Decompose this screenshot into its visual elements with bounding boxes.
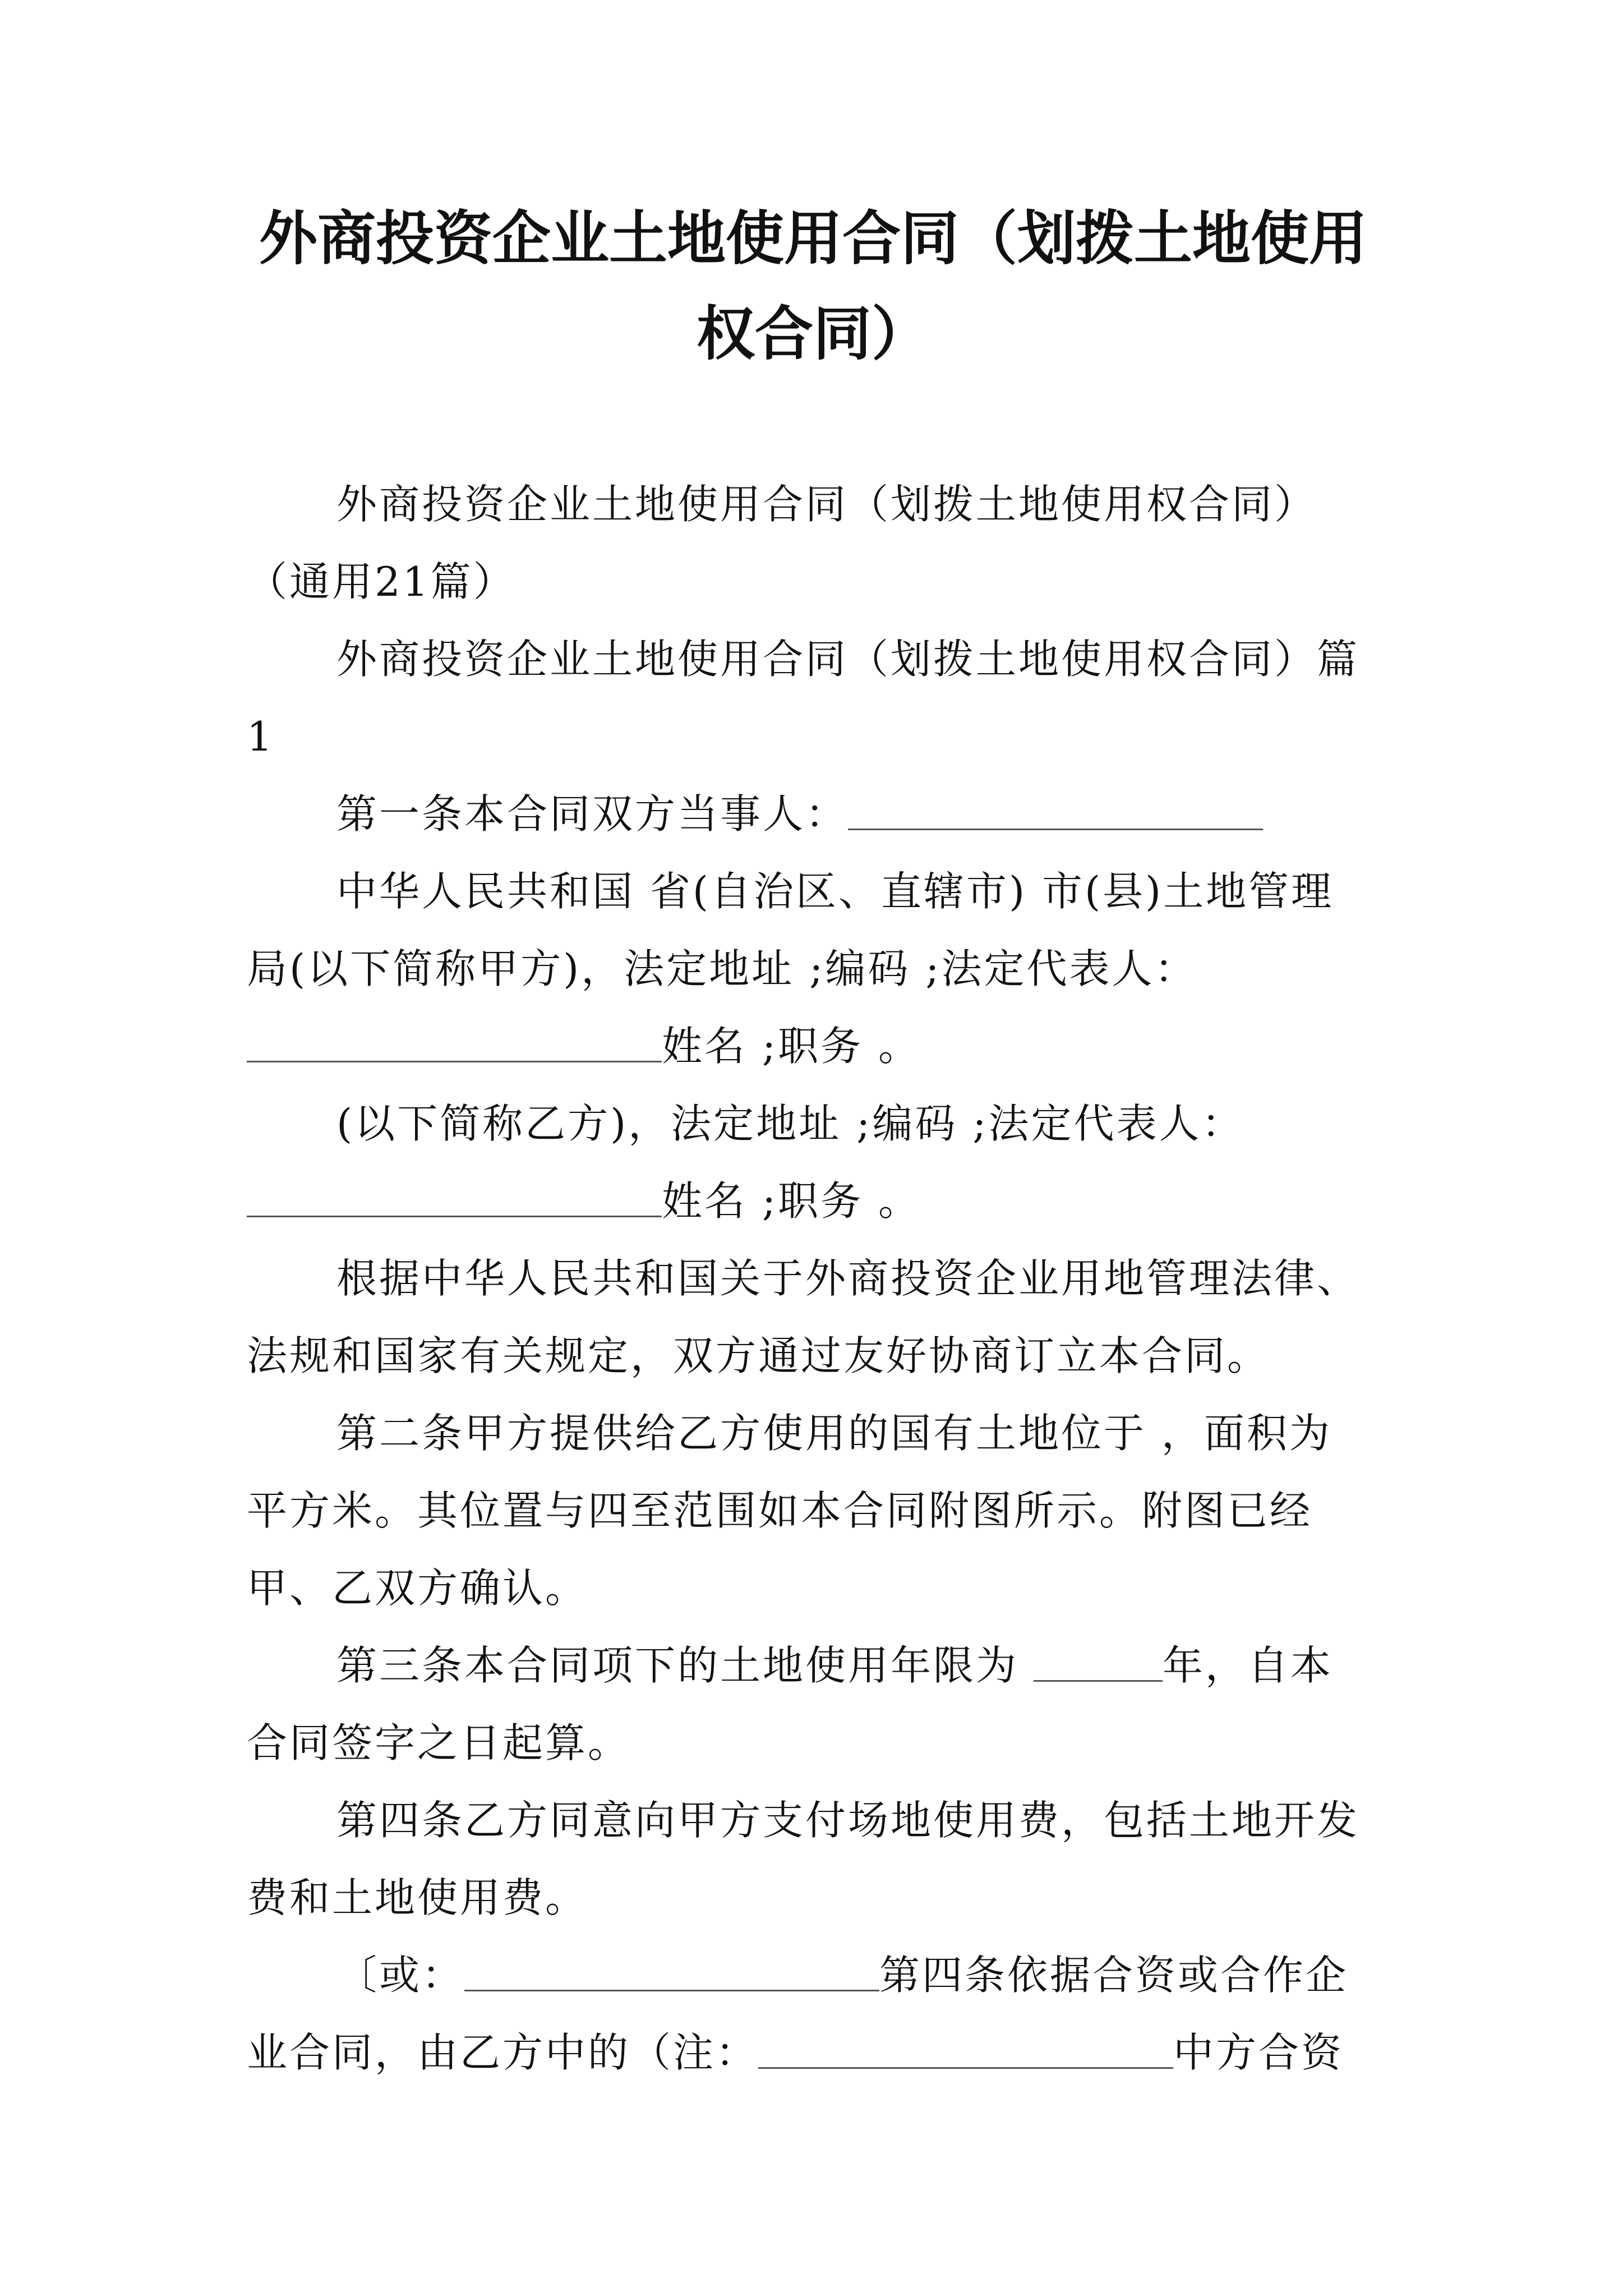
paragraph-article-2: 第二条甲方提供给乙方使用的国有土地位于 ，面积为平方米。其位置与四至范围如本合同附图所示。附图已经甲、乙双方确认。: [247, 1410, 1332, 1612]
paragraph-article-3: [247, 1627, 1374, 1782]
article-4-alt-suffix: 中方合资: [1173, 2029, 1344, 2076]
article-3-suffix: 年，自本合同签字之日起算。: [247, 1642, 1333, 1766]
paragraph-basis: 根据中华人民共和国关于外商投资企业用地管理法律、法规和国家有关规定，双方通过友好协商订立本合同。: [247, 1255, 1360, 1379]
article-1-text: 第一条本合同双方当事人：: [336, 790, 849, 838]
paragraph-article-1: [247, 775, 1374, 853]
paragraph-party-a: [247, 853, 1374, 1085]
party-a-suffix: 姓名 ;职务 。: [662, 1023, 921, 1070]
blank-line: [247, 1027, 662, 1062]
article-3-prefix: 第三条本合同项下的土地使用年限为: [336, 1642, 1034, 1689]
title-line-2: 权合同）: [696, 300, 930, 368]
article-4-alt-mid: 第四条依据合资或合作企业合同，由乙方中的（注：: [247, 1952, 1349, 2076]
paragraph-article-heading: 外商投资企业土地使用合同（划拨土地使用权合同）篇1: [247, 636, 1360, 760]
blank-line: [247, 1182, 662, 1217]
paragraph-article-4: 第四条乙方同意向甲方支付场地使用费，包括土地开发费和土地使用费。: [247, 1797, 1360, 1921]
document-body: [247, 466, 1374, 2091]
paragraph-party-b: [247, 1085, 1374, 1240]
blank-line: [1034, 1646, 1163, 1682]
party-b-text: (以下简称乙方)，法定地址 ;编码 ;法定代表人：: [336, 1100, 1244, 1147]
party-a-text: 中华人民共和国 省(自治区、直辖市) 市(县)土地管理局(以下简称甲方)，法定地址 ;编码 ;法定代表人：: [247, 868, 1334, 992]
paragraph-collection-title: 外商投资企业土地使用合同（划拨土地使用权合同）（通用21篇）: [247, 481, 1317, 605]
blank-line: [848, 795, 1263, 830]
party-b-suffix: 姓名 ;职务 。: [662, 1177, 921, 1225]
blank-line: [464, 1956, 879, 1991]
title-line-1: 外商投资企业土地使用合同（划拨土地使用: [259, 204, 1367, 273]
document-title: [247, 191, 1380, 381]
blank-line: [758, 2033, 1173, 2069]
article-4-alt-prefix: 〔或：: [336, 1952, 465, 1999]
paragraph-article-4-alt: [247, 1936, 1374, 2091]
